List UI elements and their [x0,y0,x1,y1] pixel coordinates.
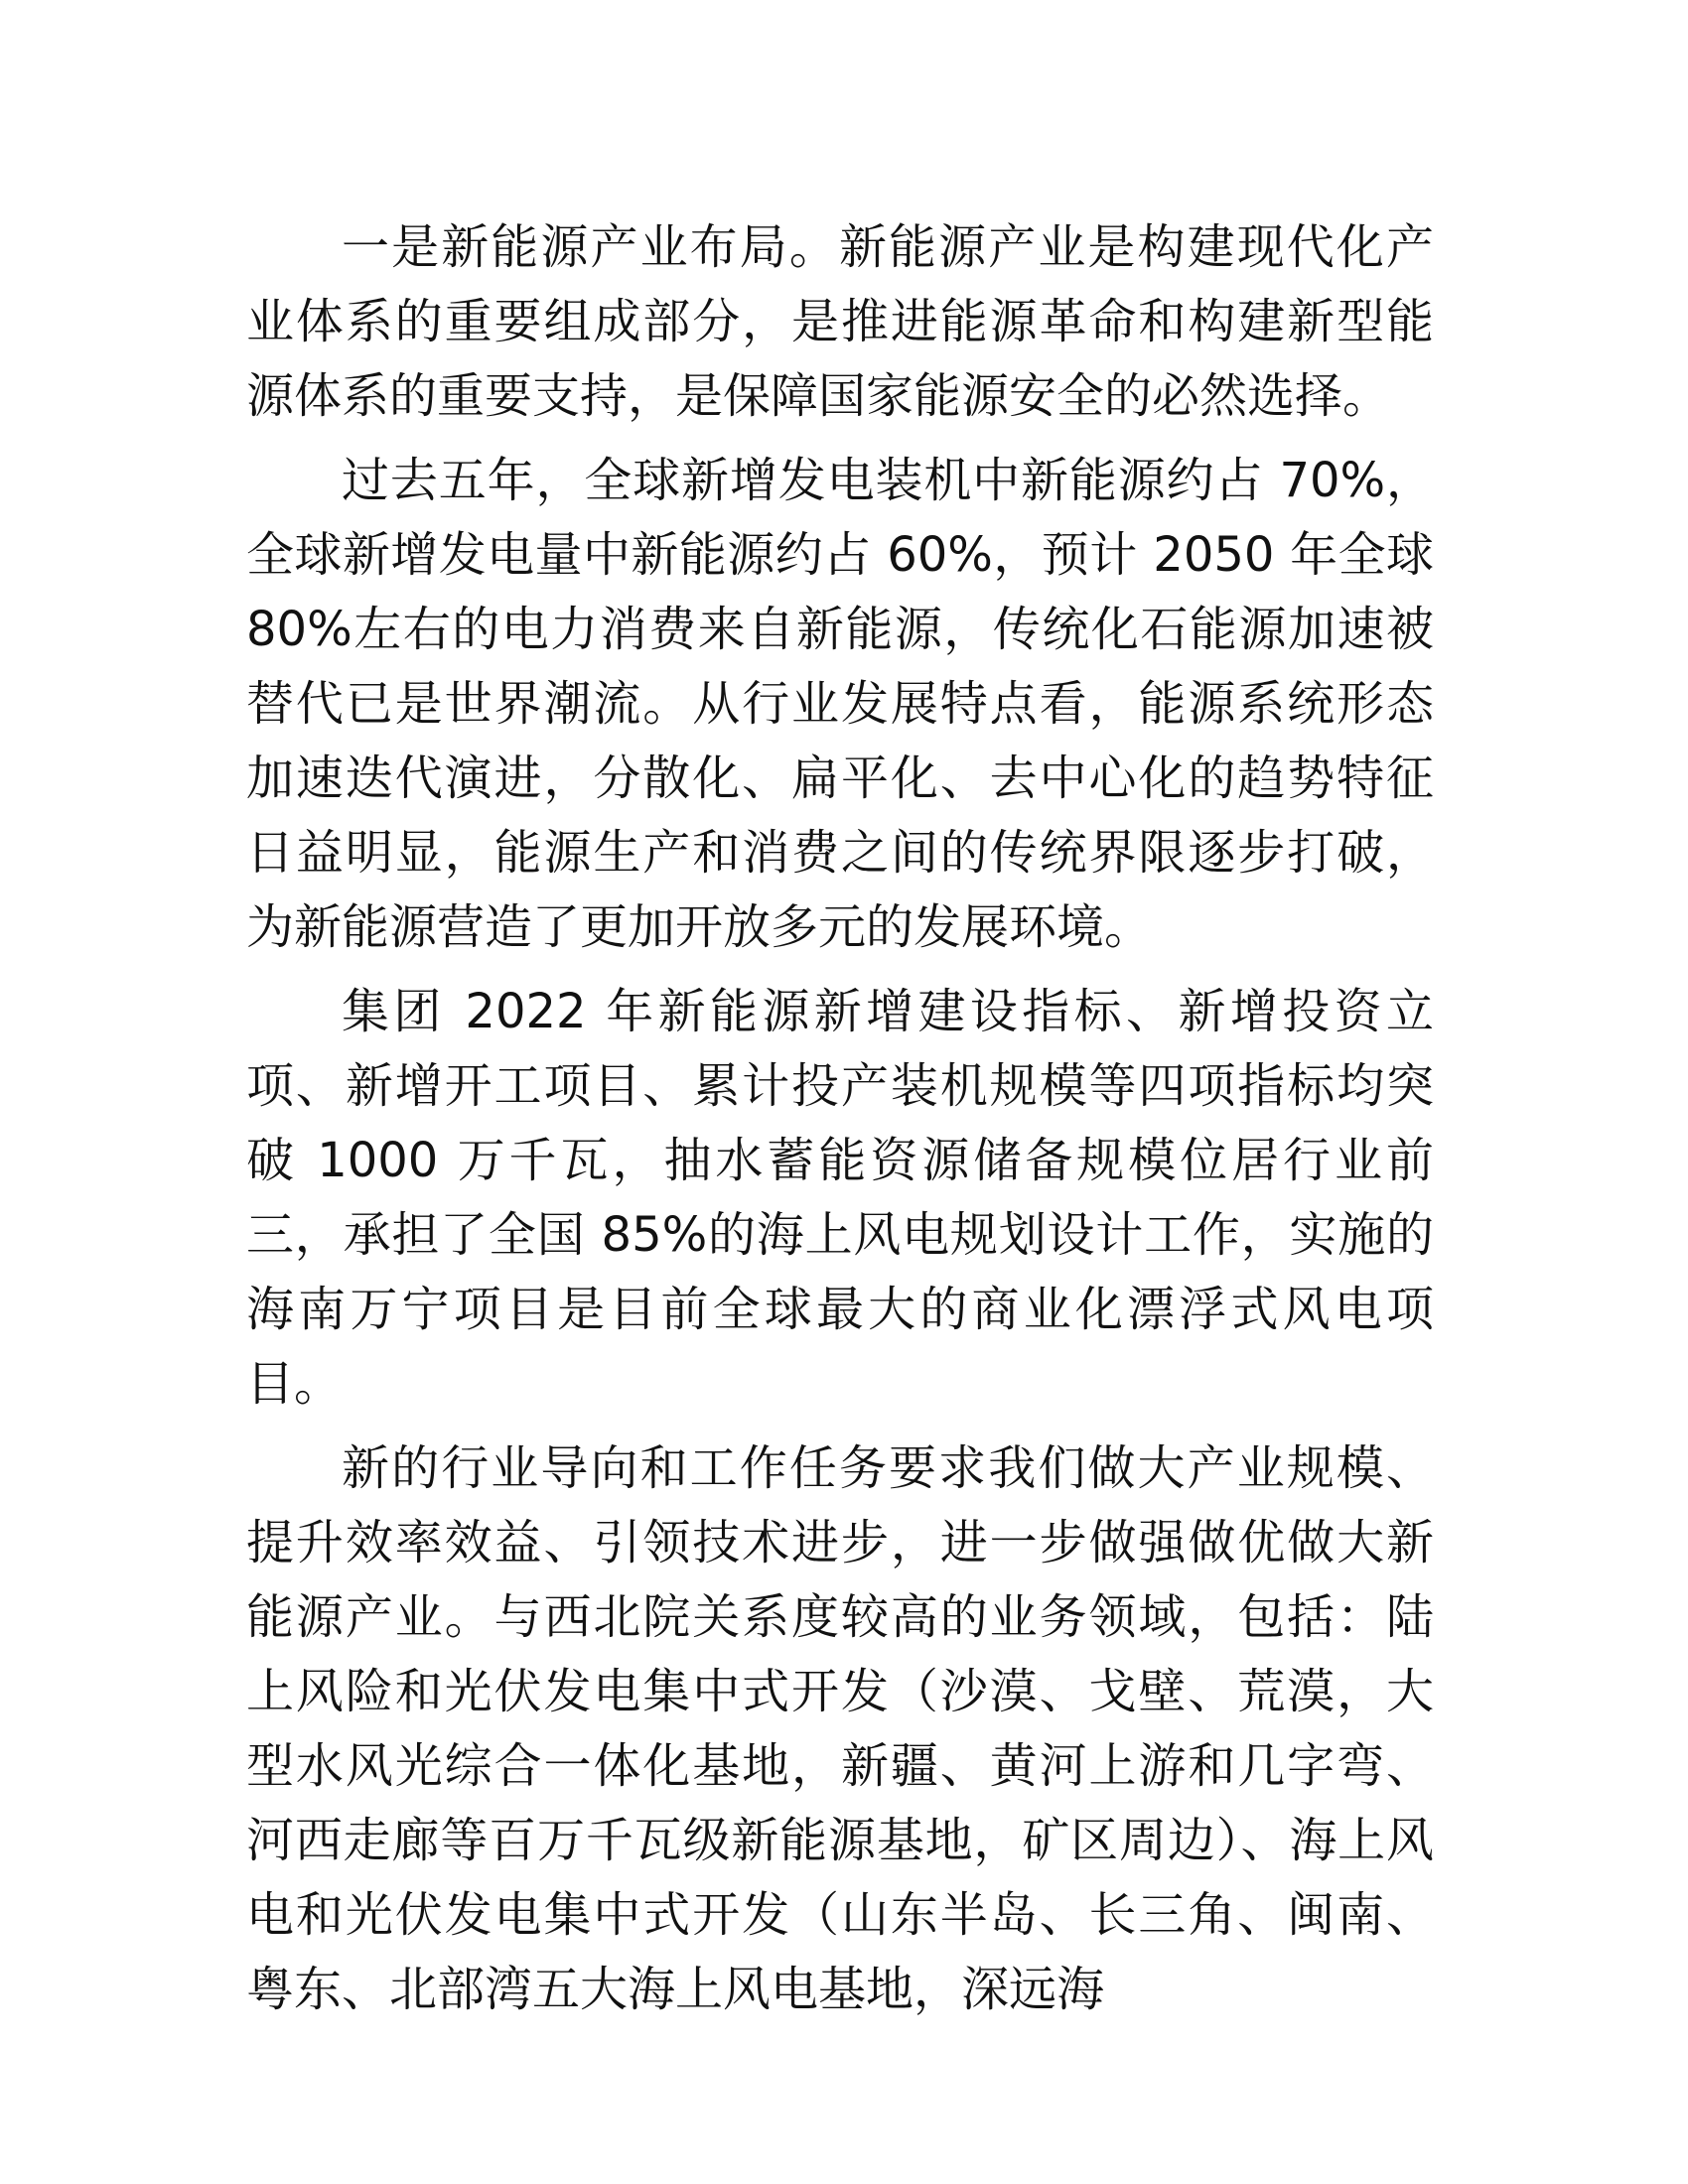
paragraph-group-achievements: 集团 2022 年新能源新增建设指标、新增投资立项、新增开工项目、累计投产装机规模等四项指标均突破 1000 万千瓦，抽水蓄能资源储备规模位居行业前三，承担了全国 85%的海上风电规划设计工作，实施的海南万宁项目是目前全球最大的商业化漂浮式风电项目。 [246,984,1434,1412]
document-body [246,210,1434,2037]
paragraph-new-energy-layout: 一是新能源产业布局。新能源产业是构建现代化产业体系的重要组成部分，是推进能源革命和构建新型能源体系的重要支持，是保障国家能源安全的必然选择。 [246,219,1434,424]
paragraph-global-trends: 过去五年，全球新增发电装机中新能源约占 70%，全球新增发电量中新能源约占 60%，预计 2050 年全球 80%左右的电力消费来自新能源，传统化石能源加速被替代已是世界潮流。从行业发展特点看，能源系统形态加速迭代演进，分散化、扁平化、去中心化的趋势特征日益明显，能源生产和消费之间的传统界限逐步打破，为新能源营造了更加开放多元的发展环境。 [246,453,1434,955]
paragraph-business-areas: 新的行业导向和工作任务要求我们做大产业规模、提升效率效益、引领技术进步，进一步做强做优做大新能源产业。与西北院关系度较高的业务领域，包括：陆上风险和光伏发电集中式开发（沙漠、戈壁、荒漠，大型水风光综合一体化基地，新疆、黄河上游和几字弯、河西走廊等百万千瓦级新能源基地，矿区周边）、海上风电和光伏发电集中式开发（山东半岛、长三角、闽南、粤东、北部湾五大海上风电基地，深远海 [246,1440,1434,2017]
